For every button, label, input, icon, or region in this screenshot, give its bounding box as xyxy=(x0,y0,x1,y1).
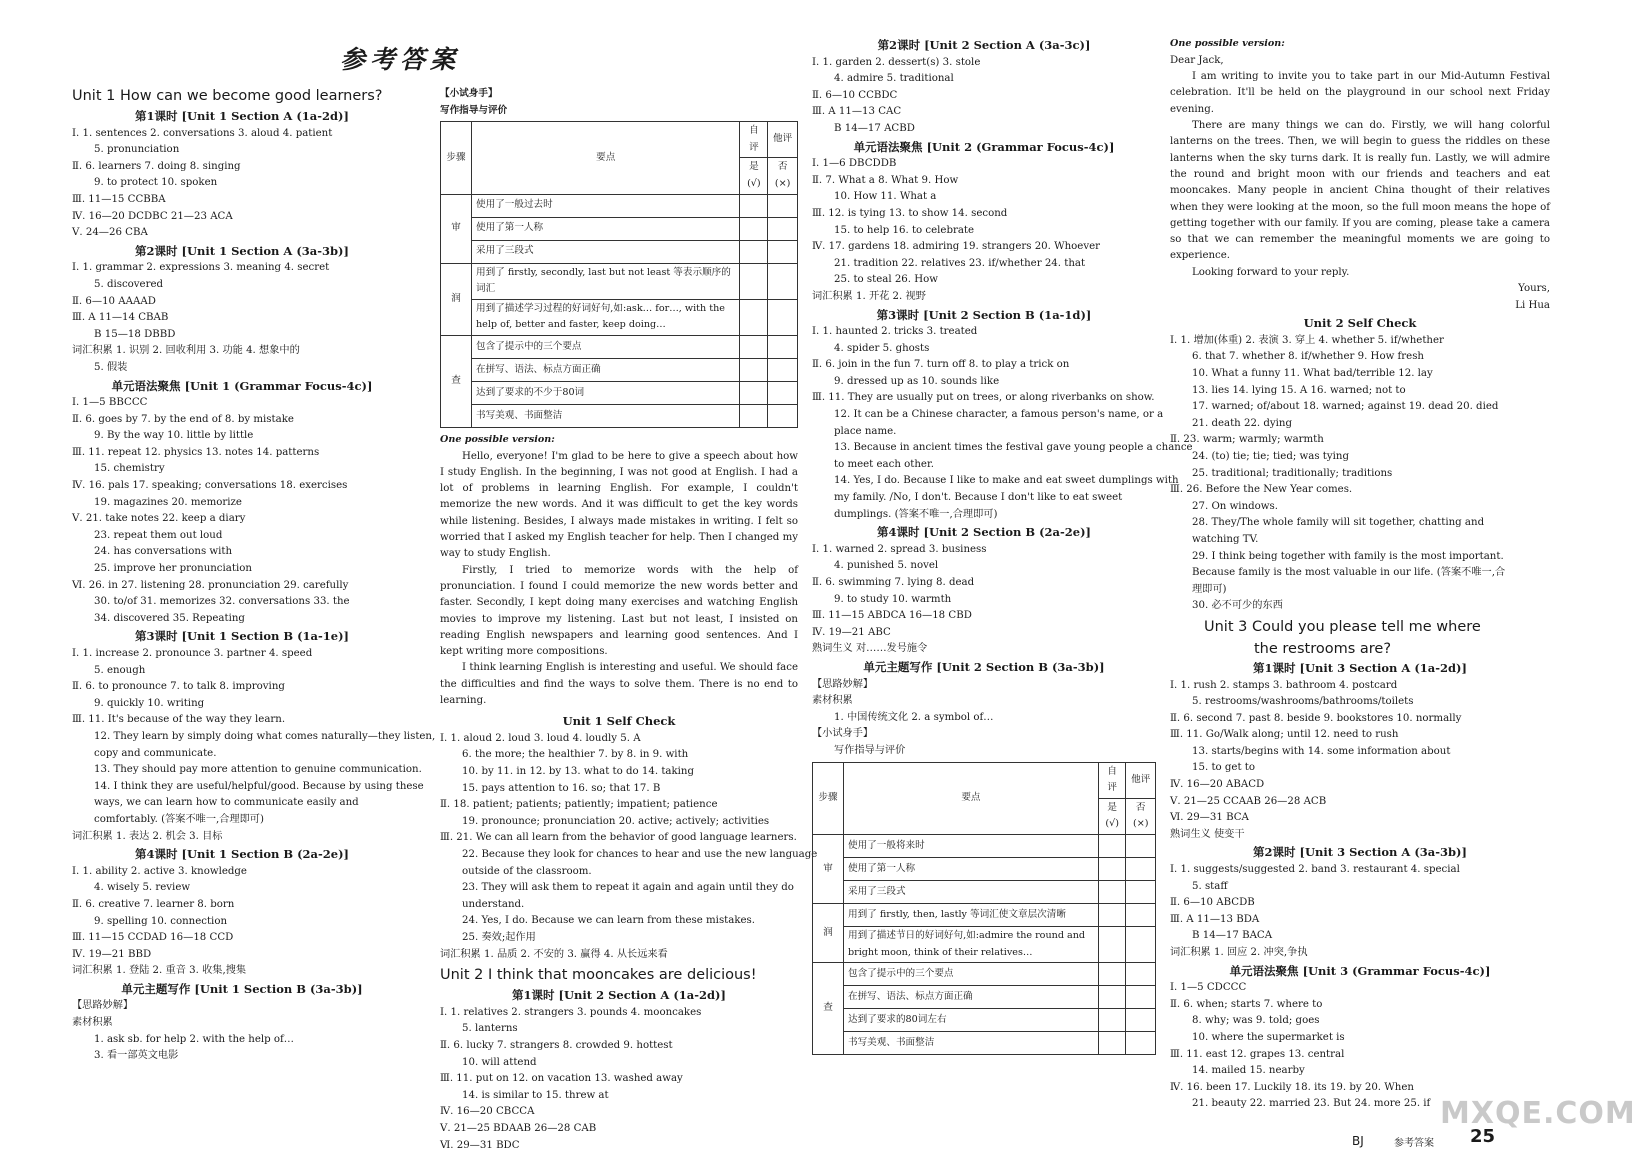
table-point-cell: 达到了要求的不少于80词 xyxy=(472,381,740,404)
table-point-cell: 用到了描述学习过程的好词好句,如:ask… for…, with the help of, better and faster, keep doing… xyxy=(472,299,740,335)
answer-line: 词汇积累 1. 表达 2. 机会 3. 目标 xyxy=(72,830,223,842)
answer-line: Ⅰ. 1. garden 2. dessert(s) 3. stole xyxy=(812,56,981,68)
table-check-cell xyxy=(1098,926,1126,962)
essay-paragraph: I am writing to invite you to take part in our Mid-Autumn Festival celebration. It'll be held on the playground in our school next Friday evening. xyxy=(1170,71,1550,115)
table-check-cell xyxy=(740,240,768,263)
table-header-no: 否(×) xyxy=(768,158,798,194)
answer-line: Ⅱ. 6. to pronounce 7. to talk 8. improving xyxy=(72,681,285,693)
evaluation-table xyxy=(440,121,798,428)
essay-paragraph: Looking forward to your reply. xyxy=(1192,266,1350,278)
answer-line: Ⅲ. 11—15 ABDCA 16—18 CBD xyxy=(812,610,972,622)
answer-line: comfortably. (答案不唯一,合理即可) xyxy=(94,813,264,825)
answer-line: 14. is similar to 15. threw at xyxy=(462,1089,609,1101)
answer-line: Ⅳ. 16. pals 17. speaking; conversations 18. exercises xyxy=(72,480,348,492)
answer-line: 词汇积累 1. 回应 2. 冲突,争执 xyxy=(1170,947,1308,959)
table-check-cell xyxy=(768,240,798,263)
answer-line: 19. magazines 20. memorize xyxy=(94,496,242,508)
answer-line: Ⅲ. A 11—13 BDA xyxy=(1170,913,1260,925)
answer-line: Ⅲ. A 11—13 CAC xyxy=(812,106,902,118)
answer-line: Ⅲ. 11. They are usually put on trees, or along riverbanks on show. xyxy=(812,392,1155,404)
section-heading: 第2课时 [Unit 1 Section A (3a-3b)] xyxy=(135,243,349,258)
answer-line: Ⅳ. 16—20 ABACD xyxy=(1170,779,1265,791)
section-heading: Unit 2 Self Check xyxy=(1303,316,1417,331)
answer-line: Ⅲ. 21. We can all learn from the behavior of good language learners. xyxy=(440,832,797,844)
answer-line: 21. death 22. dying xyxy=(1192,417,1293,429)
answer-line: Ⅱ. 6. lucky 7. strangers 8. crowded 9. hottest xyxy=(440,1039,673,1051)
answer-line: 10. What a funny 11. What bad/terrible 12. lay xyxy=(1192,368,1433,380)
answer-line: Ⅱ. 18. patient; patients; patiently; impatient; patience xyxy=(440,799,718,811)
answer-line: Ⅱ. 6. join in the fun 7. turn off 8. to play a trick on xyxy=(812,359,1070,371)
answer-line: Ⅱ. 6—10 ABCDB xyxy=(1170,897,1255,909)
answer-line: 5. discovered xyxy=(94,278,164,290)
answer-line: 9. By the way 10. little by little xyxy=(94,430,254,442)
table-check-cell xyxy=(740,299,768,335)
table-check-cell xyxy=(768,404,798,427)
table-check-cell xyxy=(768,194,798,217)
table-point-cell: 使用了一般过去时 xyxy=(472,194,740,217)
answer-line: 写作指导与评价 xyxy=(834,744,906,756)
answer-line: outside of the classroom. xyxy=(462,865,592,877)
answer-line: 熟词生义 使变干 xyxy=(1170,828,1245,840)
table-header-step: 步骤 xyxy=(813,762,844,834)
column-1 xyxy=(72,84,436,1065)
answer-line: Ⅲ. 11. repeat 12. physics 13. notes 14. patterns xyxy=(72,446,320,458)
answer-line: 13. They should pay more attention to genuine communication. xyxy=(94,764,422,776)
table-point-cell: 书写美观、书面整洁 xyxy=(844,1032,1099,1055)
table-check-cell xyxy=(768,263,798,299)
answer-line: Ⅱ. 6—10 AAAAD xyxy=(72,295,156,307)
answer-line: Ⅱ. 7. What a 8. What 9. How xyxy=(812,174,959,186)
table-point-cell: 包含了提示中的三个要点 xyxy=(472,335,740,358)
table-check-cell xyxy=(740,194,768,217)
answer-line: ways, we can learn how to communicate easily and xyxy=(94,797,359,809)
answer-line: 6. the more; the healthier 7. by 8. in 9. with xyxy=(462,749,689,761)
answer-line: 词汇积累 1. 品质 2. 不安的 3. 赢得 4. 从长远来看 xyxy=(440,948,668,960)
answer-line: 词汇积累 1. 识别 2. 回收利用 3. 功能 4. 想象中的 xyxy=(72,345,300,357)
answer-line: 5. restrooms/washrooms/bathrooms/toilets xyxy=(1192,696,1414,708)
subsection-label: 【小试身手】 xyxy=(440,88,498,99)
table-check-cell xyxy=(740,263,768,299)
answer-line: 5. lanterns xyxy=(462,1023,518,1035)
answer-line: Ⅳ. 19—21 BBD xyxy=(72,948,152,960)
answer-line: 词汇积累 1. 开花 2. 视野 xyxy=(812,290,926,302)
answer-line: Ⅰ. 1. haunted 2. tricks 3. treated xyxy=(812,326,978,338)
footer-edition: BJ xyxy=(1352,1134,1364,1148)
answer-line: Ⅲ. 11. put on 12. on vacation 13. washed away xyxy=(440,1073,683,1085)
table-point-cell: 用到了描述节日的好词好句,如:admire the round and bright moon, think of their relatives… xyxy=(844,926,1099,962)
section-heading: 单元语法聚焦 [Unit 3 (Grammar Focus-4c)] xyxy=(1229,963,1491,978)
table-header-point: 要点 xyxy=(472,122,740,194)
table-point-cell: 在拼写、语法、标点方面正确 xyxy=(844,986,1099,1009)
answer-line: 17. warned; of/about 18. warned; against 19. dead 20. died xyxy=(1192,401,1499,413)
answer-line: 21. beauty 22. married 23. But 24. more 25. if xyxy=(1192,1098,1431,1110)
table-point-cell: 采用了三段式 xyxy=(472,240,740,263)
answer-line: watching TV. xyxy=(1192,533,1259,545)
answer-line: 23. They will ask them to repeat it again and again until they do xyxy=(462,882,794,894)
table-point-cell: 使用了第一人称 xyxy=(472,217,740,240)
answer-line: B 15—18 DBBD xyxy=(94,328,176,340)
answer-line: Ⅲ. 11. Go/Walk along; until 12. need to rush xyxy=(1170,729,1399,741)
table-header-no: 否(×) xyxy=(1126,798,1156,834)
answer-line: 14. mailed 15. nearby xyxy=(1192,1065,1305,1077)
answer-line: Ⅲ. 11—15 CCBBA xyxy=(72,193,166,205)
answer-line: Ⅱ. 6. when; starts 7. where to xyxy=(1170,998,1323,1010)
answer-line: to meet each other. xyxy=(834,458,934,470)
table-check-cell xyxy=(1098,903,1126,926)
table-check-cell xyxy=(740,217,768,240)
answer-line: Ⅰ. 1. 增加(体重) 2. 表演 3. 穿上 4. whether 5. if/whether xyxy=(1170,334,1444,346)
section-heading: 第1课时 [Unit 3 Section A (1a-2d)] xyxy=(1253,660,1467,675)
answer-line: place name. xyxy=(834,425,897,437)
answer-line: Ⅳ. 19—21 ABC xyxy=(812,626,891,638)
answer-line: Ⅵ. 26. in 27. listening 28. pronunciation 29. carefully xyxy=(72,579,349,591)
table-header-self: 自评 xyxy=(740,122,768,158)
table-check-cell xyxy=(1126,986,1156,1009)
column-2 xyxy=(440,86,818,1154)
table-header-step: 步骤 xyxy=(441,122,472,194)
answer-line: Ⅰ. 1—6 DBCDDB xyxy=(812,158,897,170)
answer-line: 素材积累 xyxy=(812,695,853,707)
answer-line: 【思路妙解】 xyxy=(812,678,874,690)
table-check-cell xyxy=(768,217,798,240)
answer-line: 理即可) xyxy=(1192,583,1227,595)
answer-line: Ⅰ. 1—5 CDCCC xyxy=(1170,982,1247,994)
table-point-cell: 使用了一般将来时 xyxy=(844,834,1099,857)
section-heading: 第1课时 [Unit 2 Section A (1a-2d)] xyxy=(512,988,726,1003)
table-point-cell: 书写美观、书面整洁 xyxy=(472,404,740,427)
table-point-cell: 在拼写、语法、标点方面正确 xyxy=(472,358,740,381)
section-heading: 单元语法聚焦 [Unit 1 (Grammar Focus-4c)] xyxy=(111,378,373,393)
answer-line: Ⅴ. 21—25 BDAAB 26—28 CAB xyxy=(440,1122,597,1134)
table-header-peer: 他评 xyxy=(768,122,798,158)
answer-line: 词汇积累 1. 登陆 2. 重音 3. 收集,搜集 xyxy=(72,965,247,977)
table-check-cell xyxy=(740,358,768,381)
answer-line: Ⅳ. 17. gardens 18. admiring 19. strangers 20. Whoever xyxy=(812,241,1100,253)
table-step-cell: 润 xyxy=(813,903,844,962)
answer-line: 4. wisely 5. review xyxy=(94,882,191,894)
answer-line: 25. traditional; traditionally; traditions xyxy=(1192,467,1393,479)
answer-line: 25. improve her pronunciation xyxy=(94,563,252,575)
evaluation-table xyxy=(812,762,1156,1056)
answer-line: 24. has conversations with xyxy=(94,546,233,558)
table-check-cell xyxy=(740,381,768,404)
table-check-cell xyxy=(1126,880,1156,903)
answer-line: Ⅲ. 26. Before the New Year comes. xyxy=(1170,484,1353,496)
table-header-self: 自评 xyxy=(1098,762,1126,798)
column-3 xyxy=(812,36,1193,1059)
answer-line: my family. /No, I don't. Because I don't like to eat sweet xyxy=(834,492,1123,504)
footer-label: 参考答案 xyxy=(1394,1138,1434,1149)
answer-line: B 14—17 ACBD xyxy=(834,122,915,134)
answer-line: 8. why; was 9. told; goes xyxy=(1192,1015,1320,1027)
answer-line: 12. They learn by simply doing what comes naturally—they listen, xyxy=(94,730,436,742)
answer-line: 23. repeat them out loud xyxy=(94,529,223,541)
answer-line: 15. to help 16. to celebrate xyxy=(834,224,975,236)
answer-line: Ⅰ. 1—5 BBCCC xyxy=(72,397,148,409)
answer-line: Ⅱ. 6. second 7. past 8. beside 9. bookstores 10. normally xyxy=(1170,712,1462,724)
answer-line: 9. to study 10. warmth xyxy=(834,593,952,605)
answer-line: 29. I think being together with family is the most important. xyxy=(1192,550,1504,562)
answer-line: 6. that 7. whether 8. if/whether 9. How fresh xyxy=(1192,351,1424,363)
page-number: 25 xyxy=(1470,1126,1496,1147)
table-check-cell xyxy=(768,358,798,381)
answer-line: 14. I think they are useful/helpful/good. Because by using these xyxy=(94,780,424,792)
table-check-cell xyxy=(1098,1009,1126,1032)
table-step-cell: 审 xyxy=(813,834,844,903)
section-heading: 第1课时 [Unit 1 Section A (1a-2d)] xyxy=(135,109,349,123)
answer-line: 1. ask sb. for help 2. with the help of… xyxy=(94,1033,294,1045)
answer-line: 24. Yes, I do. Because we can learn from these mistakes. xyxy=(462,915,756,927)
table-check-cell xyxy=(768,299,798,335)
answer-line: Ⅰ. 1. suggests/suggested 2. band 3. restaurant 4. special xyxy=(1170,864,1460,876)
answer-line: 3. 看一部英文电影 xyxy=(94,1050,179,1062)
section-heading: 第2课时 [Unit 2 Section A (3a-3c)] xyxy=(877,38,1091,52)
answer-line: copy and communicate. xyxy=(94,747,217,759)
answer-line: 15. pays attention to 16. so; that 17. B xyxy=(462,782,661,794)
answer-line: 15. chemistry xyxy=(94,463,165,475)
answer-line: 12. It can be a Chinese character, a famous person's name, or a xyxy=(834,409,1164,421)
table-check-cell xyxy=(1126,834,1156,857)
answer-line: Ⅱ. 6. learners 7. doing 8. singing xyxy=(72,160,241,172)
section-heading: Unit 1 Self Check xyxy=(562,714,676,729)
table-check-cell xyxy=(768,335,798,358)
answer-line: 25. 奏效;起作用 xyxy=(462,932,536,943)
table-step-cell: 审 xyxy=(441,194,472,263)
table-point-cell: 用到了 firstly, then, lastly 等词汇使文章层次清晰 xyxy=(844,903,1099,926)
answer-line: 13. Because in ancient times the festival gave young people a chance xyxy=(834,442,1193,454)
table-check-cell xyxy=(1098,834,1126,857)
answer-line: 熟词生义 对……发号施令 xyxy=(812,643,928,655)
essay-paragraph: Hello, everyone! I'm glad to be here to give a speech about how I study English. In the beginning, I was not good at English. I had a lot of problems in learning English. For example, I couldn't memorize the new words. And it was difficult to get the key words while listening. Besides, I always made mistakes in writing. I felt so worried that I asked my English teacher for help. Then I changed my way to study English. xyxy=(440,450,798,560)
table-check-cell xyxy=(1098,880,1126,903)
answer-line: understand. xyxy=(462,898,525,910)
answer-line: Ⅱ. 23. warm; warmly; warmth xyxy=(1170,434,1324,446)
answer-line: 13. starts/begins with 14. some information about xyxy=(1192,745,1451,757)
table-check-cell xyxy=(740,335,768,358)
answer-line: 14. Yes, I do. Because I like to make and eat sweet dumplings with xyxy=(834,475,1179,487)
table-check-cell xyxy=(1126,903,1156,926)
answer-line: 10. will attend xyxy=(462,1056,537,1068)
answer-line: 30. to/of 31. memorizes 32. conversations 33. the xyxy=(94,596,350,608)
answer-line: Ⅰ. 1. warned 2. spread 3. business xyxy=(812,543,987,555)
unit-heading: Unit 1 How can we become good learners? xyxy=(72,88,383,104)
answer-line: Ⅰ. 1. ability 2. active 3. knowledge xyxy=(72,865,247,877)
table-point-cell: 包含了提示中的三个要点 xyxy=(844,963,1099,986)
answer-line: 1. 中国传统文化 2. a symbol of… xyxy=(834,711,994,723)
answer-line: Ⅴ. 24—26 CBA xyxy=(72,227,148,239)
answer-line: Ⅱ. 6. goes by 7. by the end of 8. by mistake xyxy=(72,413,294,425)
answer-line: Ⅲ. 11. It's because of the way they learn. xyxy=(72,714,286,726)
table-header-yes: 是(√) xyxy=(1098,798,1126,834)
answer-line: Ⅱ. 6—10 CCBDC xyxy=(812,89,898,101)
answer-line: 【思路妙解】 xyxy=(72,1000,134,1012)
answer-line: Ⅱ. 6. swimming 7. lying 8. dead xyxy=(812,577,975,588)
answer-line: 10. where the supermarket is xyxy=(1192,1031,1345,1043)
answer-line: Ⅴ. 21—25 CCAAB 26—28 ACB xyxy=(1170,795,1327,807)
essay-greeting: Dear Jack, xyxy=(1170,54,1224,66)
answer-line: 素材积累 xyxy=(72,1017,113,1029)
table-check-cell xyxy=(768,381,798,404)
unit-heading: Unit 3 Could you please tell me where xyxy=(1204,618,1481,635)
essay-closing: Yours, xyxy=(1518,283,1550,295)
unit-heading: Unit 2 I think that mooncakes are delicious! xyxy=(440,967,757,984)
answer-line: Ⅰ. 1. rush 2. stamps 3. bathroom 4. postcard xyxy=(1170,679,1398,691)
table-check-cell xyxy=(1126,926,1156,962)
section-heading: 第2课时 [Unit 3 Section A (3a-3b)] xyxy=(1253,845,1467,860)
subsection-label: 写作指导与评价 xyxy=(440,104,508,116)
answer-line: B 14—17 BACA xyxy=(1192,930,1273,942)
answer-line: 19. pronounce; pronunciation 20. active; actively; activities xyxy=(462,815,770,827)
section-heading: 第4课时 [Unit 2 Section B (2a-2e)] xyxy=(877,525,1091,540)
answer-line: 30. 必不可少的东西 xyxy=(1192,600,1283,612)
table-point-cell: 使用了第一人称 xyxy=(844,857,1099,880)
answer-line: 4. punished 5. novel xyxy=(834,560,939,572)
answer-line: 5. staff xyxy=(1192,880,1228,892)
answer-line: 10. How 11. What a xyxy=(834,191,937,203)
answer-line: Ⅳ. 16—20 DCDBC 21—23 ACA xyxy=(72,210,233,222)
answer-line: 4. admire 5. traditional xyxy=(834,73,954,85)
answer-line: 【小试身手】 xyxy=(812,728,874,740)
watermark: MXQE.COM xyxy=(1440,1096,1636,1131)
answer-line: 4. spider 5. ghosts xyxy=(834,342,930,354)
table-check-cell xyxy=(740,404,768,427)
answer-line: Ⅳ. 16. been 17. Luckily 18. its 19. by 20. When xyxy=(1170,1081,1414,1093)
table-check-cell xyxy=(1126,1009,1156,1032)
answer-line: 5. pronunciation xyxy=(94,144,180,156)
table-header-yes: 是(√) xyxy=(740,158,768,194)
table-check-cell xyxy=(1098,986,1126,1009)
answer-line: 5. 假装 xyxy=(94,361,128,373)
column-4 xyxy=(1170,36,1550,1113)
unit-heading-continued: the restrooms are? xyxy=(1254,640,1392,657)
answer-line: 5. enough xyxy=(94,664,146,676)
table-step-cell: 查 xyxy=(441,335,472,427)
section-heading: 第3课时 [Unit 2 Section B (1a-1d)] xyxy=(876,307,1092,322)
answer-line: Ⅲ. 12. is tying 13. to show 14. second xyxy=(812,207,1008,219)
table-header-point: 要点 xyxy=(844,762,1099,834)
answer-line: Ⅵ. 29—31 BCA xyxy=(1170,812,1249,824)
table-check-cell xyxy=(1126,857,1156,880)
section-heading: 单元主题写作 [Unit 1 Section B (3a-3b)] xyxy=(121,981,363,996)
answer-line: 27. On windows. xyxy=(1192,500,1278,512)
answer-line: 25. to steal 26. How xyxy=(834,274,939,286)
answer-line: 21. tradition 22. relatives 23. if/whether 24. that xyxy=(834,257,1086,269)
answer-line: Ⅰ. 1. sentences 2. conversations 3. aloud 4. patient xyxy=(72,127,333,139)
answer-line: Because family is the most valuable in our life. (答案不唯一,合 xyxy=(1192,567,1506,579)
answer-line: 28. They/The whole family will sit together, chatting and xyxy=(1192,517,1485,529)
answer-line: dumplings. (答案不唯一,合理即可) xyxy=(834,508,998,520)
essay-paragraph: I think learning English is interesting and useful. We should face the difficulties and find the ways to solve them. There is no end to learning. xyxy=(440,662,798,706)
answer-line: 9. to protect 10. spoken xyxy=(94,177,218,189)
answer-line: 10. by 11. in 12. by 13. what to do 14. taking xyxy=(462,766,695,778)
answer-line: Ⅰ. 1. aloud 2. loud 3. loud 4. loudly 5. A xyxy=(440,732,641,744)
section-heading: 单元语法聚焦 [Unit 2 (Grammar Focus-4c)] xyxy=(853,139,1115,154)
answer-line: 34. discovered 35. Repeating xyxy=(94,612,245,624)
answer-line: Ⅵ. 29—31 BDC xyxy=(440,1139,520,1151)
answer-line: 13. lies 14. lying 15. A 16. warned; not to xyxy=(1192,384,1406,396)
answer-line: Ⅰ. 1. increase 2. pronounce 3. partner 4. speed xyxy=(72,648,313,659)
answer-line: 22. Because they look for chances to hear and use the new language xyxy=(462,849,818,861)
table-check-cell xyxy=(1126,1032,1156,1055)
essay-label: One possible version: xyxy=(440,433,555,445)
page-title: 参考答案 xyxy=(340,45,461,74)
section-heading: 第3课时 [Unit 1 Section B (1a-1e)] xyxy=(135,629,349,644)
answer-line: Ⅴ. 21. take notes 22. keep a diary xyxy=(72,513,246,525)
table-check-cell xyxy=(1098,857,1126,880)
table-point-cell: 采用了三段式 xyxy=(844,880,1099,903)
answer-line: Ⅳ. 16—20 CBCCA xyxy=(440,1106,535,1118)
table-step-cell: 查 xyxy=(813,963,844,1055)
section-heading: 第4课时 [Unit 1 Section B (2a-2e)] xyxy=(135,847,349,862)
essay-signature: Li Hua xyxy=(1515,299,1550,311)
answer-line: 24. (to) tie; tie; tied; was tying xyxy=(1192,450,1349,462)
answer-line: Ⅰ. 1. grammar 2. expressions 3. meaning 4. secret xyxy=(72,262,330,274)
essay-paragraph: Firstly, I tried to memorize words with the help of pronunciation. I found I could memorize the new words better and faster. Secondly, I kept doing many exercises and watching English movies to improve my listening. Last but not least, I insisted on reading English newspapers and learning good sentences. And I kept writing more compositions. xyxy=(440,564,798,658)
answer-line: Ⅱ. 6. creative 7. learner 8. born xyxy=(72,898,235,910)
answer-line: 9. spelling 10. connection xyxy=(94,915,228,927)
answer-line: Ⅲ. A 11—14 CBAB xyxy=(72,312,169,324)
section-heading: 单元主题写作 [Unit 2 Section B (3a-3b)] xyxy=(863,659,1105,674)
table-check-cell xyxy=(1098,1032,1126,1055)
table-point-cell: 用到了 firstly, secondly, last but not least 等表示顺序的词汇 xyxy=(472,263,740,299)
answer-line: Ⅰ. 1. relatives 2. strangers 3. pounds 4. mooncakes xyxy=(440,1006,702,1018)
answer-line: Ⅲ. 11. east 12. grapes 13. central xyxy=(1170,1048,1345,1060)
essay-paragraph: There are many things we can do. Firstly, we will hang colorful lanterns on the trees. Then, we will begin to guess the riddles on these lanterns when the sky turns dark. It is really fun. Lastly, we will admire the round and bright moon with our friends and teachers and eat mooncakes. Many people in ancient China thought of their relatives when they were looking at the moon, so the full moon means the hope of getting together with our family. If you are coming, please take a camera so that we can remember the meaningful moments we are going to experience. xyxy=(1170,120,1550,262)
table-check-cell xyxy=(1098,963,1126,986)
table-header-peer: 他评 xyxy=(1126,762,1156,798)
table-point-cell: 达到了要求的80词左右 xyxy=(844,1009,1099,1032)
answer-line: 15. to get to xyxy=(1192,762,1256,774)
answer-line: 9. quickly 10. writing xyxy=(94,697,205,709)
table-check-cell xyxy=(1126,963,1156,986)
answer-line: 9. dressed up as 10. sounds like xyxy=(834,375,1000,387)
table-step-cell: 润 xyxy=(441,263,472,335)
essay-label: One possible version: xyxy=(1170,38,1285,49)
answer-line: Ⅲ. 11—15 CCDAD 16—18 CCD xyxy=(72,932,234,944)
